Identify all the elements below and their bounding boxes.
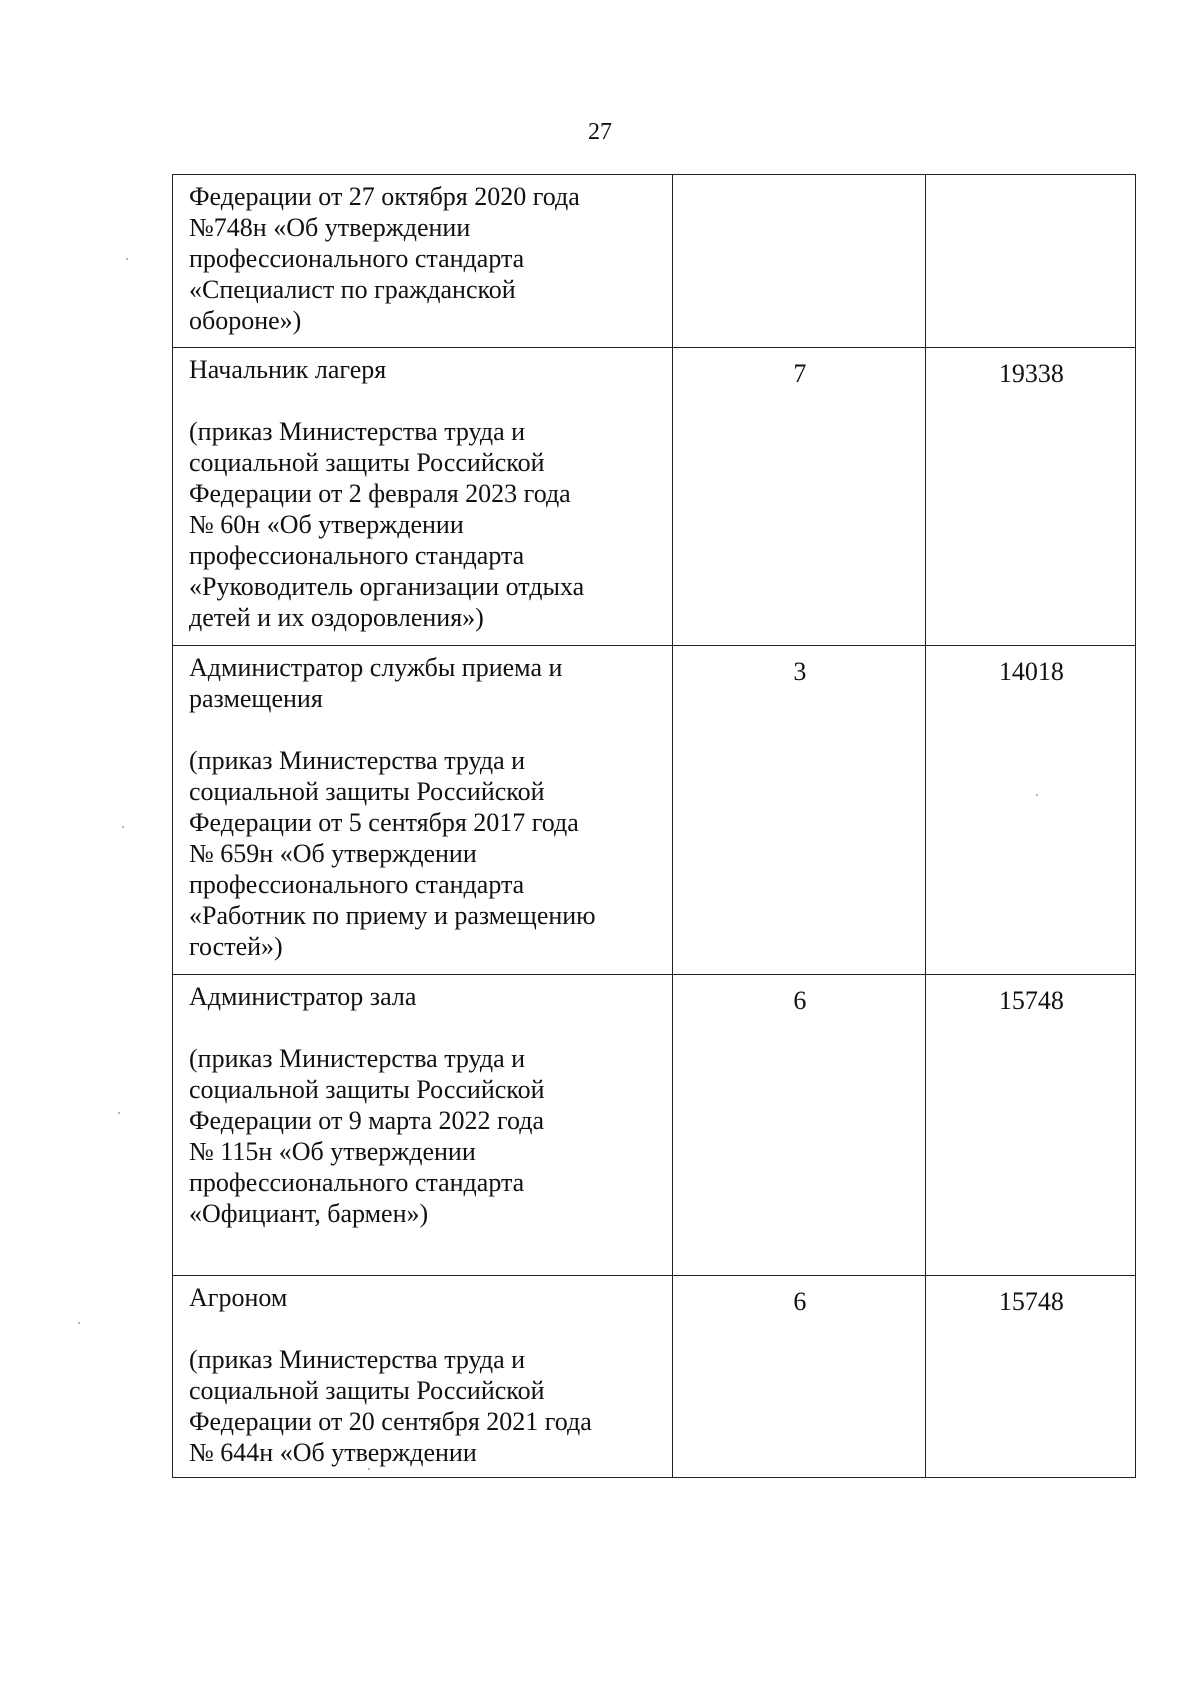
qualification-level-cell	[672, 175, 925, 348]
salary-cell: 15748	[925, 1276, 1135, 1478]
order-reference: (приказ Министерства труда и социальной защиты Российской Федерации от 9 марта 2022 года № 115н «Об утверждении профессионального стандарта «Официант, бармен»)	[189, 1044, 545, 1228]
position-title: Начальник лагеря	[189, 355, 387, 384]
table-row	[173, 175, 1136, 348]
table-row	[173, 646, 1136, 975]
positions-table	[172, 174, 1136, 1478]
scan-speck	[122, 826, 124, 828]
position-cell	[173, 348, 673, 646]
scan-speck	[1036, 794, 1038, 796]
table-row	[173, 348, 1136, 646]
position-cell	[173, 175, 673, 348]
position-cell	[173, 975, 673, 1276]
order-reference: (приказ Министерства труда и социальной защиты Российской Федерации от 2 февраля 2023 года № 60н «Об утверждении профессионального стандарта «Руководитель организации отдыха детей и их оздоровления»)	[189, 417, 585, 632]
qualification-level-cell: 7	[672, 348, 925, 646]
position-title: Администратор службы приема и размещения	[189, 653, 563, 713]
order-reference: (приказ Министерства труда и социальной защиты Российской Федерации от 20 сентября 2021 года № 644н «Об утверждении	[189, 1345, 592, 1467]
scan-speck	[368, 1468, 370, 1470]
position-cell	[173, 646, 673, 975]
table-row	[173, 975, 1136, 1276]
qualification-level-cell: 6	[672, 1276, 925, 1478]
salary-cell: 14018	[925, 646, 1135, 975]
salary-cell: 19338	[925, 348, 1135, 646]
table-row	[173, 1276, 1136, 1478]
order-reference: (приказ Министерства труда и социальной защиты Российской Федерации от 5 сентября 2017 года № 659н «Об утверждении профессионального стандарта «Работник по приему и размещению гостей»)	[189, 746, 596, 961]
scan-speck	[78, 1322, 80, 1324]
order-reference: Федерации от 27 октября 2020 года №748н «Об утверждении профессионального стандарта «Специалист по гражданской обороне»)	[189, 182, 580, 335]
scan-speck	[118, 1112, 120, 1114]
position-title: Агроном	[189, 1283, 288, 1312]
salary-cell: 15748	[925, 975, 1135, 1276]
position-title: Администратор зала	[189, 982, 417, 1011]
position-cell	[173, 1276, 673, 1478]
qualification-level-cell: 6	[672, 975, 925, 1276]
salary-cell	[925, 175, 1135, 348]
page-number: 27	[588, 119, 612, 145]
qualification-level-cell: 3	[672, 646, 925, 975]
scan-speck	[126, 258, 128, 260]
